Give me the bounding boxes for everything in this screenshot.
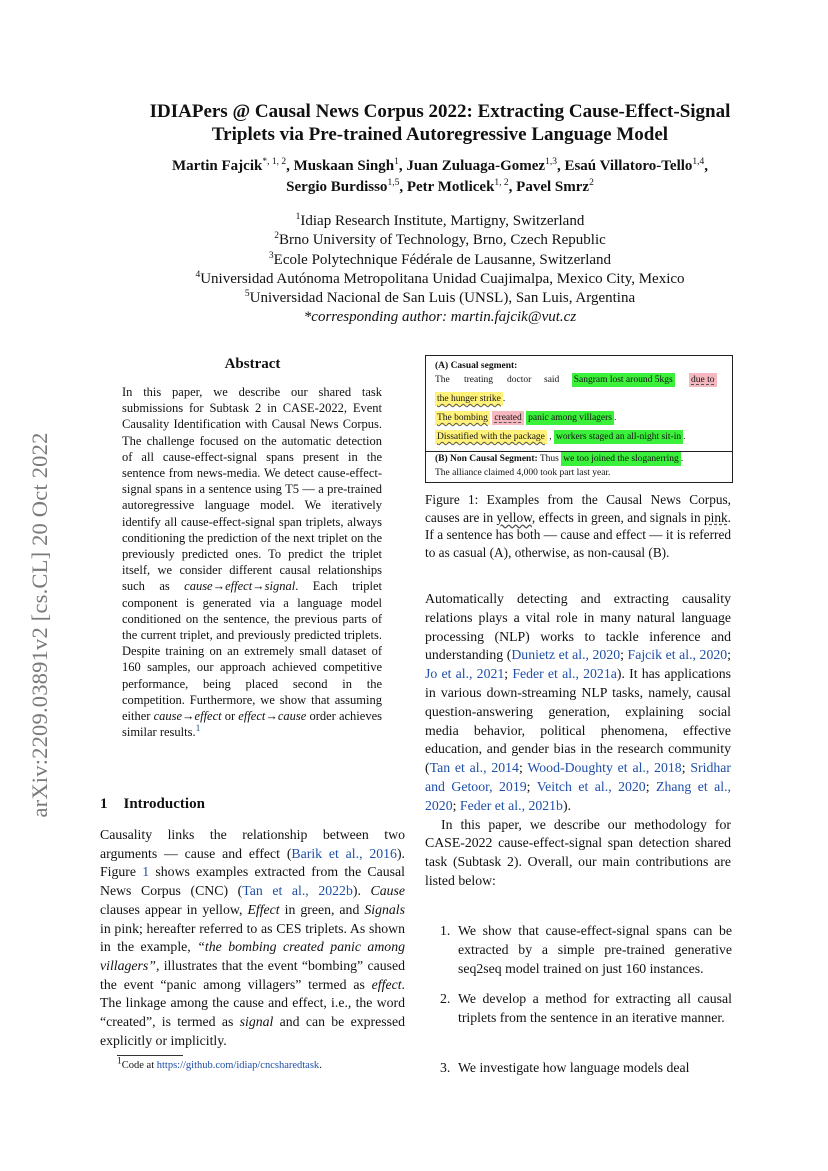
causal-label: (A) Casual segment: xyxy=(435,361,518,371)
abstract-heading: Abstract xyxy=(224,356,281,372)
affiliation-sup: 4 xyxy=(195,269,201,280)
word: Thus xyxy=(539,454,559,464)
example-row: Dissatified with the package , workers staged an all-night sit-in . xyxy=(437,432,686,442)
body-text: ). xyxy=(352,883,371,899)
list-text: We investigate how language models deal xyxy=(458,1060,690,1075)
affiliation xyxy=(80,270,800,289)
author-name: Esaú Villatoro-Tello xyxy=(564,158,693,174)
author-sup: 1,3 xyxy=(545,157,557,167)
title-line-1: IDIAPers @ Causal News Corpus 2022: Extracting Cause-Effect-Signal xyxy=(149,101,731,122)
punctuation: . xyxy=(680,454,684,464)
body-text: Automatically detecting and extracting causality relations plays a vital role in many natural language processing (NLP) works to tackle inference and understanding ( xyxy=(425,591,731,663)
footnote-number: 1 xyxy=(117,1056,122,1067)
affiliation xyxy=(80,251,800,270)
affiliation xyxy=(80,231,800,250)
body-text: . The linkage among the cause and effect, i.e., the word “created”, is termed as xyxy=(100,976,405,1030)
citation-link[interactable]: Wood-Doughty et al., 2018 xyxy=(527,760,682,776)
affiliation xyxy=(80,289,800,308)
caption-text: . If a sentence has both — cause and effect — it is referred to as casual (A), otherwise, as non-causal (B). xyxy=(425,509,731,560)
word: The xyxy=(435,375,450,385)
emphasis: signal xyxy=(239,1014,274,1030)
effect-span: panic among villagers xyxy=(528,413,612,423)
footnote-rule xyxy=(117,1055,183,1056)
section-heading xyxy=(100,796,205,813)
author-sup: 1,4 xyxy=(692,157,705,167)
author-name: Juan Zuluaga-Gomez xyxy=(406,158,546,174)
affiliation-sup: 2 xyxy=(274,231,279,242)
word: doctor xyxy=(507,375,532,385)
section-title: Introduction xyxy=(123,796,205,812)
abstract-emphasis: cause→effect→signal xyxy=(184,579,296,594)
author-sup: 2 xyxy=(589,178,594,188)
figure-ref-link[interactable]: 1 xyxy=(142,864,150,880)
list-text: We show that cause-effect-signal spans can be extracted by a simple pre-trained generative seq2seq model trained on just 160 instances. xyxy=(458,923,732,976)
effect-span: we too joined the sloganerring xyxy=(563,454,679,464)
affiliation-text: Brno University of Technology, Brno, Czech Republic xyxy=(278,232,606,249)
citation-link[interactable]: Tan et al., 2014 xyxy=(429,760,519,776)
example-row xyxy=(435,375,725,385)
example-row xyxy=(435,394,505,404)
citation-link[interactable]: Zhang et al., 2020 xyxy=(425,778,731,813)
abstract-text: order achieves similar results. xyxy=(122,709,382,740)
body-text: shows examples extracted from the Causal News Corpus (CNC) ( xyxy=(100,864,405,899)
list-item xyxy=(440,922,732,978)
affiliation-sup: 1 xyxy=(295,212,301,222)
caption-green: green xyxy=(591,509,621,525)
separator: ; xyxy=(518,760,528,776)
separator: ; xyxy=(452,797,460,813)
list-item xyxy=(440,990,732,1028)
paragraph xyxy=(425,590,731,816)
separator: ; xyxy=(645,778,657,794)
separator: ; xyxy=(504,666,513,682)
citation-link[interactable]: Jo et al., 2021 xyxy=(425,666,505,682)
abstract-emphasis: effect→cause xyxy=(238,709,307,724)
emphasis: Effect xyxy=(247,901,280,917)
footnote-marker[interactable]: 1 xyxy=(195,724,201,735)
caption-pink: pink xyxy=(704,509,728,525)
signal-span: created xyxy=(494,413,522,423)
punctuation: . xyxy=(683,432,686,442)
paper-title xyxy=(80,100,800,146)
affiliation-text: Universidad Nacional de San Luis (UNSL), San Luis, Argentina xyxy=(249,290,636,307)
citation-link[interactable]: Dunietz et al., 2020 xyxy=(511,647,621,663)
list-text: We develop a method for extracting all causal triplets from the sentence in an iterative manner. xyxy=(458,991,732,1025)
abstract-text: or xyxy=(221,709,239,724)
cause-span: The bombing xyxy=(437,413,488,423)
non-causal-line-2: The alliance claimed 4,000 took part last year. xyxy=(435,468,611,478)
footnote-text: Code at xyxy=(121,1060,157,1071)
body-text: clauses appear in yellow, xyxy=(100,901,248,917)
abstract-text: In this paper, we describe our shared task submissions for Subtask 2 in CASE-2022, Event Causality Identification with Causal News Corpus. The challenge focused on the automatic detection of all cause-effect-signal spans present in the sentence from news-media. We detect cause-effect-signal spans in a sentence using T5 — a pre-trained autoregressive language model. We iteratively identify all cause-effect-signal span triplets, always conditioning the prediction of the next triplet on the previously predicted ones. To predict the triplet itself, we consider different causal relationships such as xyxy=(122,385,382,594)
author-name: Petr Motlicek xyxy=(406,179,495,195)
word: treating xyxy=(464,375,494,385)
citation-link[interactable]: Veitch et al., 2020 xyxy=(536,778,646,794)
section-number: 1 xyxy=(100,796,108,812)
non-causal-row xyxy=(435,454,683,464)
affiliation-text: Idiap Research Institute, Martigny, Switzerland xyxy=(300,213,585,229)
emphasis: effect xyxy=(371,976,402,992)
author-list: Martin Fajcik$^{*, 1, 2}$, Muskaan Singh$^1$, Juan Zuluaga-Gomez$^{1,3}$, Esaú Villatoro-Tello$^{1,4}$, Sergio Burdisso$^{1,5}$, Petr Motlicek$^{1, 2}$, Pavel Smrz$^2$ xyxy=(171,157,709,195)
footnote xyxy=(117,1056,322,1071)
body-text: ). Figure xyxy=(100,845,405,880)
list-number: 1. xyxy=(440,923,451,938)
caption-text: Figure 1: Examples from the Causal News Corpus, causes are in xyxy=(425,492,731,525)
separator: ; xyxy=(526,778,537,794)
abstract-emphasis: cause→effect xyxy=(153,709,222,724)
affiliation-text: Universidad Autónoma Metropolitana Unidad Cuajimalpa, Mexico City, Mexico xyxy=(200,270,685,287)
arxiv-id: arXiv:2209.03891v2 [cs.CL] 20 Oct 2022 xyxy=(27,432,52,818)
affiliation xyxy=(80,212,800,231)
caption-yellow: yellow xyxy=(496,509,532,525)
emphasis: Cause xyxy=(370,883,406,899)
citation-link[interactable]: Fajcik et al., 2020 xyxy=(627,647,728,663)
right-column-body xyxy=(425,590,731,891)
abstract-text: . Each triplet component is generated via a language model conditioned on the sentence, the previous parts of the current triplet, and previously predicted triplets. Despite training on an extremely small dataset of 160 samples, our approach achieved competitive performance, being placed second in the competition. Furthermore, we show that assuming either xyxy=(122,579,382,724)
emphasis: Signals xyxy=(364,901,405,917)
word: said xyxy=(544,375,560,385)
effect-span: workers staged an all-night sit-in xyxy=(556,432,682,442)
title-line-2: Triplets via Pre-trained Autoregressive Language Model xyxy=(211,124,669,145)
body-text: ). xyxy=(562,797,572,813)
list-number: 2. xyxy=(440,991,451,1006)
citation-link[interactable]: Sridhar and Getoor, 2019 xyxy=(425,760,731,794)
cause-span: Dissatified with the package xyxy=(437,432,545,442)
corresponding-author: *corresponding author: martin.fajcik@vut.cz xyxy=(303,309,577,326)
effect-span: Sangram lost around 5kgs xyxy=(573,375,673,385)
body-text: ). It has applications in various down-streaming NLP tasks, namely, causal question-answering generation, explaining social media behavior, political phenomena, effective education, and gender bias in the research community ( xyxy=(425,666,731,776)
non-causal-label: (B) Non Causal Segment: xyxy=(435,454,538,464)
body-text: Causality links the relationship between two arguments — cause and effect ( xyxy=(100,827,405,861)
citation-link[interactable]: Feder et al., 2021a xyxy=(512,666,617,682)
citation-link[interactable]: Tan et al., 2022b xyxy=(242,883,353,899)
author-name: Martin Fajcik xyxy=(171,158,263,174)
abstract-body xyxy=(122,384,382,740)
author-name: Muskaan Singh xyxy=(293,158,395,174)
affiliation-sup: 5 xyxy=(244,289,250,300)
punctuation: . xyxy=(502,394,506,404)
body-text: and can be expressed explicitly or implicitly. xyxy=(100,1014,405,1048)
arxiv-sidebar xyxy=(20,380,60,870)
list-item xyxy=(440,1059,732,1078)
body-text: in pink; hereafter referred to as CES triplets. As shown in the example, xyxy=(100,920,405,955)
github-link[interactable]: https://github.com/idiap/cncsharedtask xyxy=(156,1060,320,1071)
separator: ; xyxy=(620,647,628,663)
signal-span: due to xyxy=(691,375,715,385)
author-sup: 1 xyxy=(394,157,399,167)
example-row xyxy=(435,413,616,423)
caption-text: , effects in xyxy=(531,509,591,525)
intro-paragraph xyxy=(100,826,405,1050)
body-text: , illustrates that the event “bombing” caused the event “panic among villagers” termed as xyxy=(100,957,405,992)
affiliation-text: Ecole Polytechnique Fédérale de Lausanne, Switzerland xyxy=(273,251,612,268)
list-number: 3. xyxy=(440,1060,451,1075)
figure-caption xyxy=(425,491,731,561)
body-text: in green, and xyxy=(279,901,365,917)
separator: ; xyxy=(681,760,691,776)
separator: ; xyxy=(727,647,731,663)
cause-span: the hunger strike xyxy=(437,394,501,404)
caption-text: , and signals in xyxy=(620,509,705,525)
citation-link[interactable]: Feder et al., 2021b xyxy=(459,797,563,813)
author-sup: 1,5 xyxy=(387,178,400,188)
author-sup: 1, 2 xyxy=(494,178,509,188)
citation-link[interactable]: Barik et al., 2016 xyxy=(291,845,397,861)
affiliation-list xyxy=(80,212,800,328)
footnote-text: . xyxy=(319,1060,322,1071)
affiliation-sup: 3 xyxy=(268,250,274,261)
paragraph: In this paper, we describe our methodology for CASE-2022 cause-effect-signal span detection shared task (Subtask 2). Overall, our main contributions are listed below: xyxy=(425,816,731,888)
author-sup: *, 1, 2 xyxy=(262,157,287,167)
emphasis: “the bombing created panic among villagers” xyxy=(100,939,405,973)
author-name: Sergio Burdisso xyxy=(286,179,388,195)
author-name: Pavel Smrz xyxy=(516,179,590,195)
figure-1-box xyxy=(425,355,733,483)
punctuation: . xyxy=(614,413,617,423)
